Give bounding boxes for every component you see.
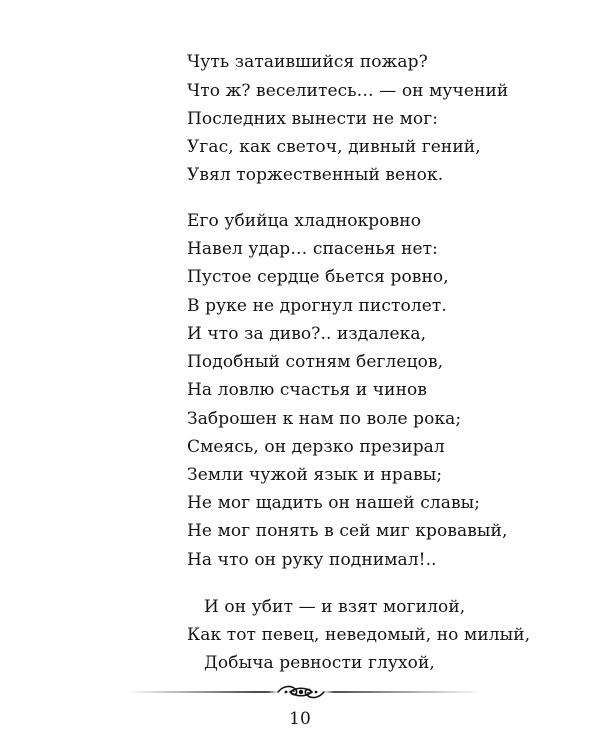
poem-line: Не мог щадить он нашей славы; (187, 493, 481, 513)
poem-line: Как тот певец, неведомый, но милый, (187, 625, 531, 645)
poem-line: И что за диво?.. издалека, (187, 324, 427, 344)
poem-line: На что он руку поднимал!.. (187, 550, 437, 570)
poem-line: И он убит — и взят могилой, (204, 597, 466, 617)
poem-line: Смеясь, он дерзко презирал (187, 437, 445, 457)
poem-line: Заброшен к нам по воле рока; (187, 409, 462, 429)
page-number: 10 (289, 709, 311, 729)
poem-line: Что ж? веселитесь… — он мучений (187, 81, 509, 101)
poem-line: Чуть затаившийся пожар? (187, 52, 428, 72)
poem-line: Последних вынести не мог: (187, 109, 439, 129)
poem-line: В руке не дрогнул пистолет. (187, 296, 447, 316)
poem-line: Не мог понять в сей миг кровавый, (187, 521, 508, 541)
poem-line: На ловлю счастья и чинов (187, 380, 428, 400)
poem-line: Увял торжественный венок. (187, 165, 444, 185)
divider-ornament (118, 680, 484, 704)
poem-line: Земли чужой язык и нравы; (187, 465, 443, 485)
poem-line: Угас, как светоч, дивный гений, (187, 137, 481, 157)
poem-line: Подобный сотням беглецов, (187, 352, 444, 372)
poem-line: Добыча ревности глухой, (204, 653, 435, 673)
poem-line: Его убийца хладнокровно (187, 211, 422, 231)
poem-line: Навел удар… спасенья нет: (187, 239, 438, 259)
poem-line: Пустое сердце бьется ровно, (187, 267, 449, 287)
